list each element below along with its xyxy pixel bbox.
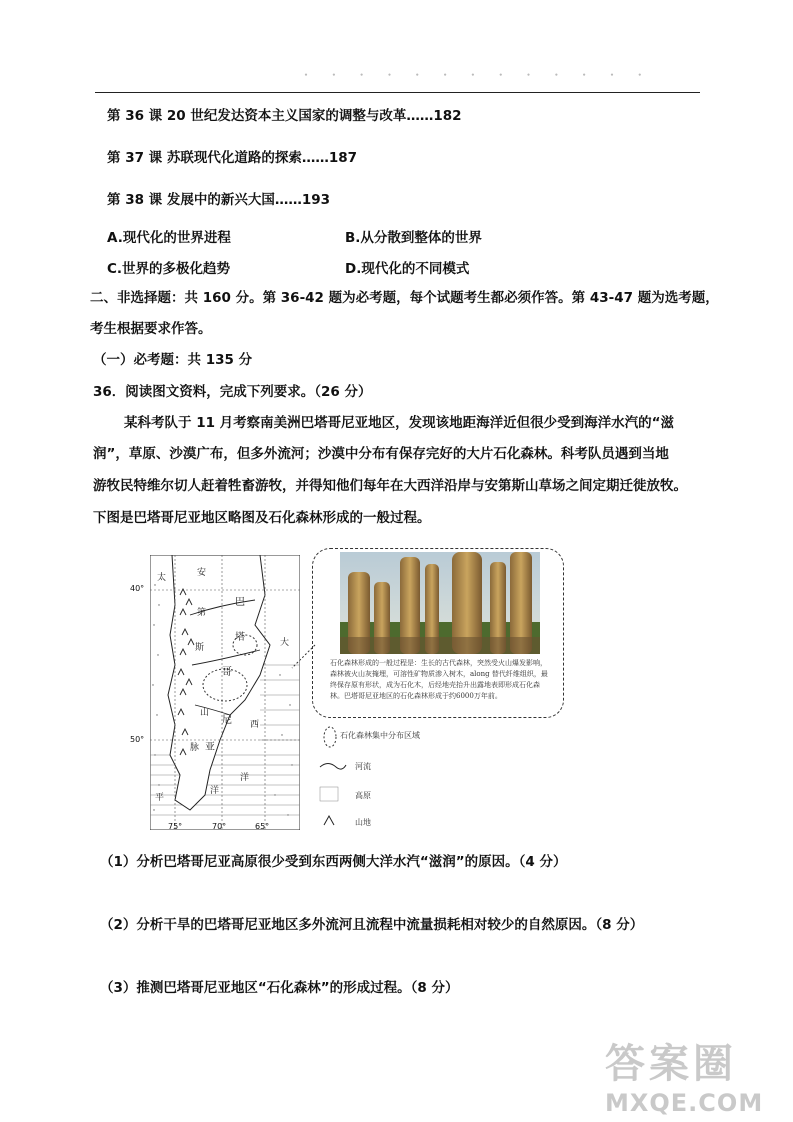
svg-text:平: 平 <box>155 793 165 803</box>
svg-text:斯: 斯 <box>195 643 205 653</box>
svg-text:太: 太 <box>157 573 167 583</box>
legend-forest: 石化森林集中分布区域 <box>340 731 420 740</box>
lesson-36: 第 36 课 20 世纪发达资本主义国家的调整与改革……182 <box>107 108 462 124</box>
lesson-38: 第 38 课 发展中的新兴大国……193 <box>107 192 331 208</box>
legend-plateau: 高原 <box>355 791 371 800</box>
section-heading-cont: 考生根据要求作答。 <box>90 321 212 337</box>
question-1: （1）分析巴塔哥尼亚高原很少受到东西两侧大洋水汽“滋润”的原因。（4 分） <box>100 854 567 870</box>
svg-text:第: 第 <box>197 608 207 618</box>
option-b: B.从分散到整体的世界 <box>345 230 482 246</box>
question-2: （2）分析干旱的巴塔哥尼亚地区多外流河且流程中流量损耗相对较少的自然原因。（8 分） <box>100 917 644 933</box>
lon-65-label: 65° <box>255 822 270 831</box>
petrified-forest-caption: 石化森林形成的一般过程是：生长的古代森林，突然受火山爆发影响，森林被火山灰掩埋，可溶性矿物质渗入树木，along 替代纤维组织，最终保存原有形状，成为石化木，后经地壳抬升出露地表即形成石化森林。巴塔哥尼亚地区的石化森林形成于约6000万年前。 <box>330 659 548 700</box>
svg-text:塔: 塔 <box>235 632 245 643</box>
q36-passage-line1: 某科考队于 11 月考察南美洲巴塔哥尼亚地区，发现该地距海洋近但很少受到海洋水汽的“滋 <box>124 415 675 431</box>
legend-mountain: 山地 <box>355 818 371 827</box>
option-a: A.现代化的世界进程 <box>107 230 231 246</box>
svg-text:西: 西 <box>250 720 260 730</box>
svg-text:山: 山 <box>200 708 210 718</box>
section-heading: 二、非选择题：共 160 分。第 36-42 题为必考题，每个试题考生都必须作答。第 43-47 题为选考题， <box>90 290 719 306</box>
lat-40-label: 40° <box>130 584 145 593</box>
option-d: D.现代化的不同模式 <box>345 261 470 277</box>
svg-text:巴: 巴 <box>235 597 245 608</box>
svg-text:安: 安 <box>197 568 207 578</box>
svg-text:洋: 洋 <box>240 773 250 783</box>
lon-75-label: 75° <box>168 822 183 831</box>
legend-river: 河流 <box>355 762 371 771</box>
option-c: C.世界的多极化趋势 <box>107 261 231 277</box>
patagonia-map <box>150 555 300 830</box>
q36-passage-line4: 下图是巴塔哥尼亚地区略图及石化森林形成的一般过程。 <box>93 510 431 526</box>
q36-passage-line3: 游牧民特维尔切人赶着牲畜游牧，并得知他们每年在大西洋沿岸与安第斯山草场之间定期迁徙放牧。 <box>93 478 687 494</box>
svg-text:大: 大 <box>280 638 290 648</box>
svg-text:亚: 亚 <box>205 742 215 753</box>
lat-50-label: 50° <box>130 735 145 744</box>
svg-text:脉: 脉 <box>190 743 200 753</box>
map-legend-symbols <box>318 725 348 835</box>
header-faint-text: ・ ・ ・ ・ ・ ・ ・ ・ ・ ・ ・ ・ ・ <box>300 68 652 80</box>
lon-70-label: 70° <box>212 822 227 831</box>
section-subheading: （一）必考题：共 135 分 <box>93 352 253 368</box>
header-rule <box>95 92 700 93</box>
q36-passage-line2: 润”，草原、沙漠广布，但多外流河；沙漠中分布有保存完好的大片石化森林。科考队员遇到当地 <box>93 446 669 462</box>
site-watermark: 答案圈 MXQE.COM <box>605 1041 764 1117</box>
petrified-forest-photo <box>340 552 540 654</box>
question-3: （3）推测巴塔哥尼亚地区“石化森林”的形成过程。（8 分） <box>100 980 459 996</box>
question-36-title: 36．阅读图文资料，完成下列要求。（26 分） <box>93 384 372 400</box>
lesson-37: 第 37 课 苏联现代化道路的探索……187 <box>107 150 358 166</box>
svg-text:尼: 尼 <box>222 715 232 726</box>
svg-text:洋: 洋 <box>210 786 220 796</box>
svg-text:哥: 哥 <box>222 667 232 678</box>
